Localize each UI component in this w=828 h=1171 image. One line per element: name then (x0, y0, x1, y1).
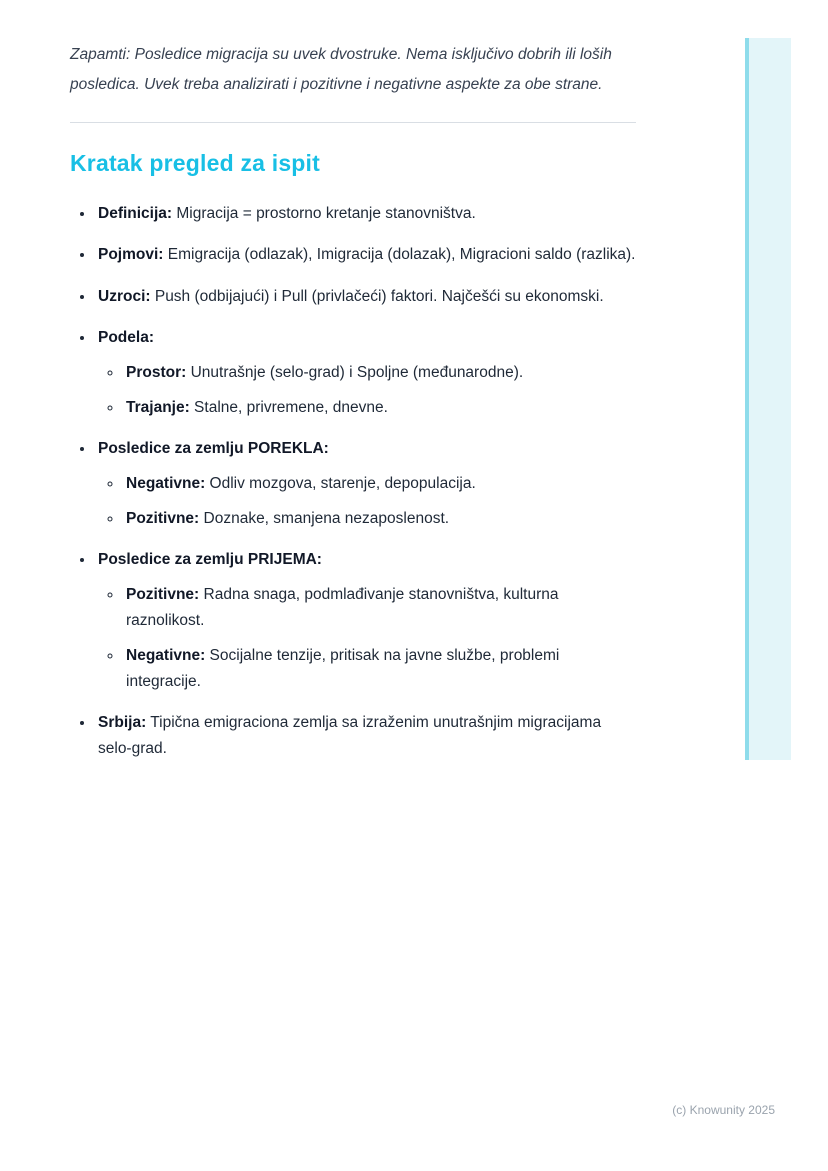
sub-list (98, 471, 636, 532)
list-item-label: Uzroci: (98, 287, 151, 305)
sub-list-item (123, 471, 636, 497)
sub-list-item-text: Odliv mozgova, starenje, depopulacija. (205, 474, 476, 492)
sub-list-item (123, 395, 636, 421)
sub-list (98, 582, 636, 695)
sub-list-item-text: Radna snaga, podmlađivanje stanovništva, kulturna raznolikost. (126, 585, 559, 629)
list-item (95, 547, 636, 695)
list-item-text: Push (odbijajući) i Pull (privlačeći) faktori. Najčešći su ekonomski. (150, 287, 604, 305)
sub-list-item-text: Stalne, privremene, dnevne. (189, 398, 388, 416)
section-heading: Kratak pregled za ispit (70, 150, 321, 177)
list-item (95, 201, 636, 227)
sub-list-item-label: Pozitivne: (126, 585, 200, 603)
copyright-text: (c) Knowunity 2025 (672, 1103, 775, 1117)
sub-list-item-label: Negativne: (126, 474, 206, 492)
sub-list-item-label: Pozitivne: (126, 509, 200, 527)
sub-list-item-label: Prostor: (126, 363, 187, 381)
sub-list-item-text: Doznake, smanjena nezaposlenost. (199, 509, 450, 527)
note-text: Zapamti: Posledice migracija su uvek dvostruke. Nema isključivo dobrih ili loših posledica. Uvek treba analizirati i pozitivne i negativne aspekte za obe strane. (70, 46, 612, 94)
sub-list-item (123, 360, 636, 386)
list-item-text: Migracija = prostorno kretanje stanovništva. (172, 205, 476, 223)
sub-list-item-label: Negativne: (126, 646, 206, 664)
list-item (95, 710, 636, 762)
list-item-text: Tipična emigraciona zemlja sa izraženim unutrašnjim migracijama selo-grad. (98, 713, 602, 757)
summary-list (70, 201, 636, 762)
list-item-label: Posledice za zemlju POREKLA: (98, 439, 329, 457)
list-item-label: Podela: (98, 328, 154, 346)
list-item (95, 325, 636, 421)
page-edge-accent-bar (745, 38, 791, 760)
list-item-text: Emigracija (odlazak), Imigracija (dolazak), Migracioni saldo (razlika). (163, 246, 636, 264)
list-item-label: Definicija: (98, 205, 173, 223)
list-item (95, 284, 636, 310)
section-divider (70, 122, 636, 123)
sub-list (98, 360, 636, 421)
list-item (95, 436, 636, 532)
sub-list-item-text: Socijalne tenzije, pritisak na javne službe, problemi integracije. (126, 646, 560, 690)
sub-list-item (123, 582, 636, 634)
page-content (70, 40, 636, 777)
sub-list-item-text: Unutrašnje (selo-grad) i Spoljne (međunarodne). (186, 363, 524, 381)
sub-list-item (123, 643, 636, 695)
list-item-label: Srbija: (98, 713, 147, 731)
sub-list-item (123, 506, 636, 532)
list-item (95, 242, 636, 268)
sub-list-item-label: Trajanje: (126, 398, 190, 416)
list-item-label: Posledice za zemlju PRIJEMA: (98, 550, 322, 568)
list-item-label: Pojmovi: (98, 246, 164, 264)
